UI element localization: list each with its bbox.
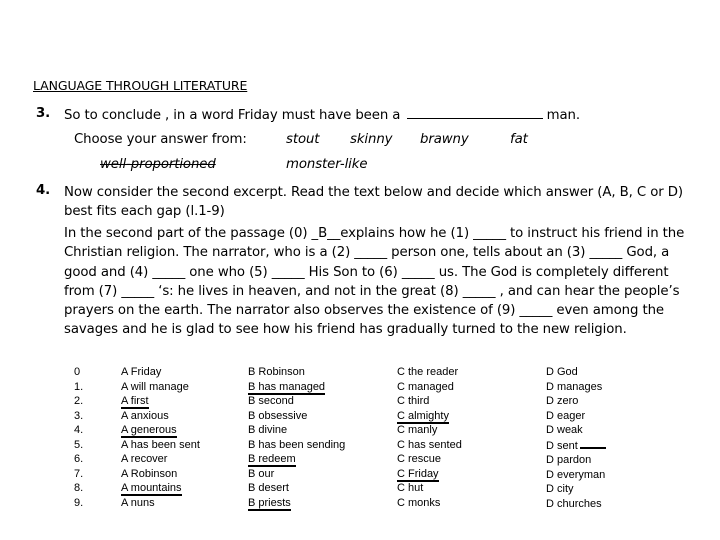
option-brawny[interactable]: brawny [420, 132, 469, 147]
row-number: 5. [74, 438, 84, 451]
answer-option[interactable] [248, 496, 345, 511]
answer-numbers-column [74, 365, 83, 510]
selected-answer: D sent [546, 439, 578, 452]
passage [64, 224, 704, 340]
answer-column-b [248, 365, 345, 510]
answer-option[interactable]: A recover [121, 453, 168, 465]
answer-underline [580, 438, 606, 449]
passage-line: Christian religion. The narrator, who is a (2) _____ person one, tells about an (3) _____ God, a [64, 245, 670, 261]
answer-option[interactable]: D everyman [546, 468, 606, 481]
answer-option[interactable] [248, 452, 345, 467]
answer-option[interactable]: D God [546, 366, 578, 378]
answer-option[interactable]: A nuns [121, 496, 155, 509]
row-number: 0 [74, 366, 81, 378]
answer-option[interactable]: C third [397, 395, 430, 407]
row-number: 2. [74, 395, 84, 407]
answer-option[interactable]: D weak [546, 424, 583, 436]
question-3-prompt: So to conclude , in a word Friday must have been a man. [64, 108, 580, 123]
answer-option[interactable]: B has been sending [248, 438, 346, 451]
question-4-instructions [64, 183, 704, 222]
answer-option[interactable] [121, 394, 200, 409]
answer-option[interactable]: B our [248, 467, 275, 480]
answer-option[interactable]: C has sented [397, 438, 462, 451]
answer-option[interactable]: C monks [397, 496, 441, 509]
answer-option[interactable]: B obsessive [248, 409, 308, 422]
answer-option[interactable]: C managed [397, 380, 454, 393]
answer-column-a [121, 365, 200, 510]
row-number: 7. [74, 467, 84, 480]
row-number: 6. [74, 453, 84, 465]
passage-line: savages and he is glad to see how his friend has gradually turned to the new religion. [64, 322, 627, 338]
answer-option[interactable]: A has been sent [121, 438, 200, 451]
selected-answer: B redeem [248, 453, 296, 465]
answer-option[interactable]: A Friday [121, 366, 162, 378]
row-number: 4. [74, 424, 84, 436]
passage-line: from (7) _____ ‘s: he lives in heaven, and not in the great (8) _____ , and can hear the people’s [64, 283, 680, 299]
row-number: 9. [74, 496, 84, 509]
answer-column-c [397, 365, 462, 510]
selected-answer: A mountains [121, 482, 182, 494]
answer-option[interactable]: B Robinson [248, 366, 305, 378]
answer-option[interactable] [546, 438, 606, 454]
answer-option[interactable] [121, 481, 200, 496]
answer-column-d [546, 365, 606, 511]
option-fat[interactable]: fat [510, 132, 528, 147]
section-heading: LANGUAGE THROUGH LITERATURE [33, 78, 248, 93]
answer-option[interactable] [397, 467, 462, 482]
row-number: 8. [74, 482, 84, 494]
answer-option[interactable]: D zero [546, 395, 579, 407]
question-3-number: 3. [36, 106, 51, 121]
answer-option[interactable]: B desert [248, 482, 289, 494]
answer-option[interactable]: D manages [546, 380, 603, 393]
answer-option[interactable]: C rescue [397, 453, 442, 465]
answer-option[interactable]: D churches [546, 497, 602, 510]
answer-option[interactable]: A Robinson [121, 467, 178, 480]
instruction-line: best fits each gap (l.1-9) [64, 204, 225, 220]
instruction-line: Now consider the second excerpt. Read the text below and decide which answer (A, B, C or D) [64, 185, 683, 200]
answer-option[interactable]: D city [546, 483, 574, 495]
answer-blank[interactable] [407, 106, 543, 119]
answer-option[interactable] [397, 409, 462, 424]
option-well-proportioned[interactable]: well-proportioned [100, 157, 216, 172]
option-monster-like[interactable]: monster-like [286, 157, 368, 172]
answer-option[interactable]: D pardon [546, 454, 592, 466]
answer-option[interactable]: C manly [397, 424, 438, 436]
answer-option[interactable]: C hut [397, 482, 424, 494]
selected-answer: C almighty [397, 409, 449, 422]
answer-option[interactable] [121, 423, 200, 438]
answer-option[interactable]: A anxious [121, 409, 169, 422]
selected-answer: A generous [121, 424, 177, 436]
choose-label: Choose your answer from: [74, 132, 247, 147]
answer-option[interactable]: D eager [546, 409, 586, 422]
answer-option[interactable]: B second [248, 395, 294, 407]
selected-answer: A first [121, 395, 149, 407]
answer-option[interactable]: A will manage [121, 380, 189, 393]
option-skinny[interactable]: skinny [350, 132, 393, 147]
passage-line: In the second part of the passage (0) _B__explains how he (1) _____ to instruct his friend in the [64, 226, 685, 241]
question-4-number: 4. [36, 183, 51, 198]
answer-option[interactable] [248, 380, 345, 395]
answer-option[interactable]: C the reader [397, 366, 459, 378]
passage-line: prayers on the earth. The narrator also observes the existence of (9) _____ even among the [64, 303, 665, 319]
selected-answer: B has managed [248, 380, 326, 393]
row-number: 1. [74, 380, 84, 393]
passage-line: good and (4) _____ one who (5) _____ His Son to (6) _____ us. The God is completely different [64, 264, 669, 280]
option-stout[interactable]: stout [286, 132, 320, 147]
selected-answer: B priests [248, 496, 291, 509]
selected-answer: C Friday [397, 467, 439, 480]
answer-option[interactable]: B divine [248, 424, 288, 436]
row-number: 3. [74, 409, 84, 422]
